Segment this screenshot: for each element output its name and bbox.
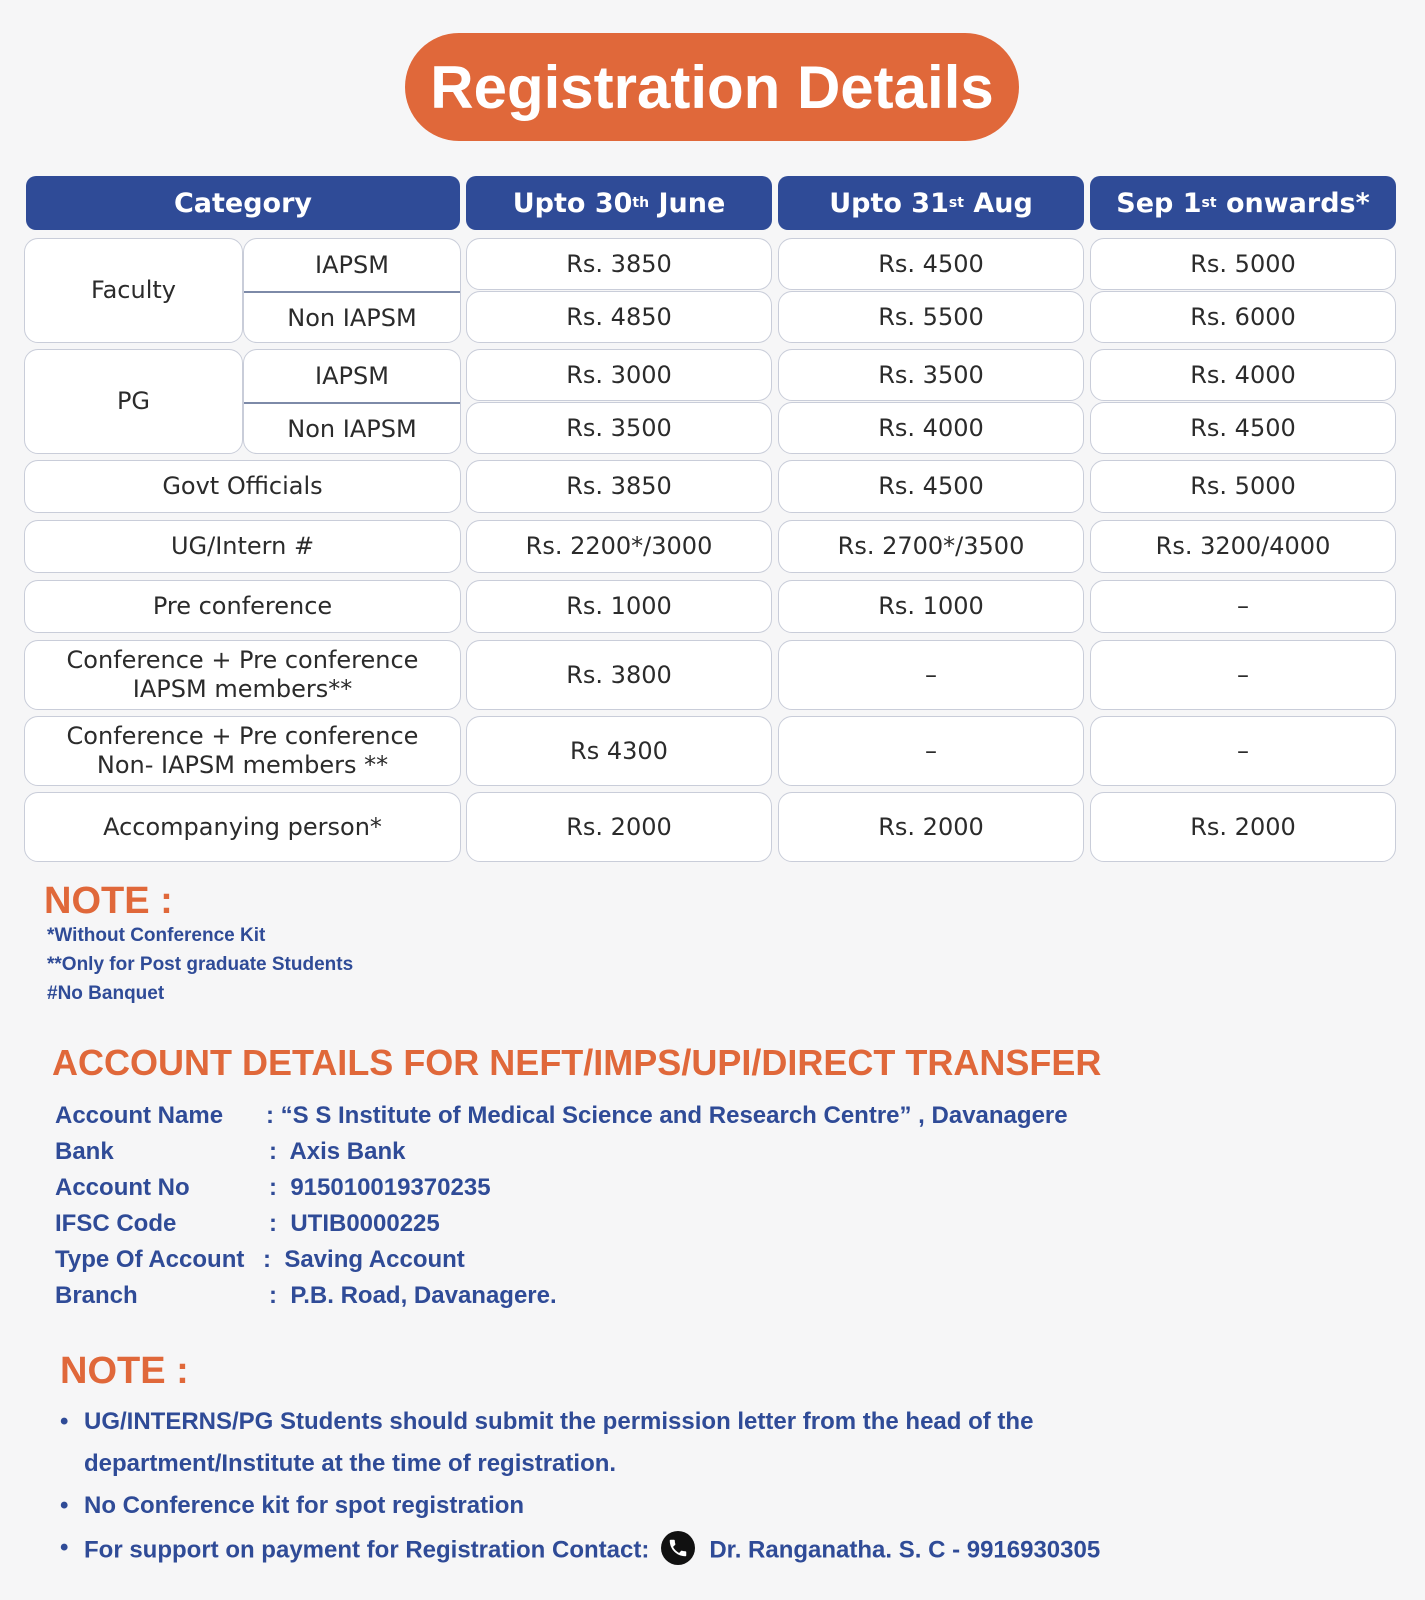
conf-pre-iapsm-june: Rs. 3800: [466, 640, 772, 710]
note-without-kit: *Without Conference Kit: [47, 925, 266, 946]
pg-iapsm-aug: Rs. 3500: [778, 349, 1084, 401]
accompanying-sep: Rs. 2000: [1090, 792, 1396, 862]
bullet-dot: •: [60, 1408, 69, 1435]
govt-officials-june: Rs. 3850: [466, 460, 772, 513]
header-sep-sup: st: [1201, 195, 1217, 211]
header-upto-aug-sup: st: [948, 195, 964, 211]
category-ug-intern: UG/Intern #: [24, 520, 461, 573]
header-upto-aug: [778, 176, 1084, 230]
faculty-iapsm-sep: Rs. 5000: [1090, 238, 1396, 290]
header-upto-aug-tail: Aug: [963, 187, 1033, 219]
category-faculty: Faculty: [24, 238, 243, 343]
bullet-dot: •: [60, 1492, 69, 1519]
note-pg-only: **Only for Post graduate Students: [47, 954, 354, 975]
pg-iapsm-sep: Rs. 4000: [1090, 349, 1396, 401]
header-category-label: Category: [173, 187, 313, 219]
category-pg: PG: [24, 349, 243, 454]
conf-pre-non-iapsm-line2: Non- IAPSM members **: [96, 751, 389, 779]
bullet-permission-line1: UG/INTERNS/PG Students should submit the permission letter from the head of the: [84, 1408, 1034, 1435]
account-type-key: Type Of Account: [55, 1246, 245, 1273]
note-no-banquet: #No Banquet: [47, 983, 165, 1004]
conf-pre-iapsm-line2: IAPSM members**: [132, 675, 353, 703]
category-conf-pre-non-iapsm: [24, 716, 461, 786]
ug-intern-aug: Rs. 2700*/3500: [778, 520, 1084, 573]
ug-intern-sep: Rs. 3200/4000: [1090, 520, 1396, 573]
faculty-non-iapsm-sep: Rs. 6000: [1090, 291, 1396, 343]
ug-intern-june: Rs. 2200*/3000: [466, 520, 772, 573]
header-upto-june-tail: June: [649, 187, 726, 219]
header-sep-onwards: [1090, 176, 1396, 230]
pg-non-iapsm-sep: Rs. 4500: [1090, 402, 1396, 454]
header-category: [26, 176, 460, 230]
govt-officials-sep: Rs. 5000: [1090, 460, 1396, 513]
branch-key: Branch: [55, 1282, 138, 1309]
header-sep-tail: onwards*: [1216, 187, 1370, 219]
account-details-heading: ACCOUNT DETAILS FOR NEFT/IMPS/UPI/DIRECT TRANSFER: [52, 1042, 1102, 1083]
ifsc-value: : UTIB0000225: [269, 1210, 440, 1237]
header-upto-aug-main: Upto 31: [829, 187, 949, 219]
support-prefix: For support on payment for Registration Contact:: [84, 1536, 650, 1564]
phone-icon: [661, 1531, 695, 1565]
header-upto-june: [466, 176, 772, 230]
conf-pre-iapsm-aug: –: [778, 640, 1084, 710]
conf-pre-non-iapsm-june: Rs 4300: [466, 716, 772, 786]
bank-value: : Axis Bank: [269, 1138, 406, 1165]
account-name-value: : “S S Institute of Medical Science and Research Centre” , Davanagere: [266, 1102, 1068, 1129]
bullet-dot: •: [60, 1534, 69, 1561]
faculty-iapsm-aug: Rs. 4500: [778, 238, 1084, 290]
pg-subcategories: [243, 349, 461, 454]
faculty-non-iapsm-june: Rs. 4850: [466, 291, 772, 343]
account-no-value: : 915010019370235: [269, 1174, 491, 1201]
conf-pre-iapsm-sep: –: [1090, 640, 1396, 710]
accompanying-aug: Rs. 2000: [778, 792, 1084, 862]
category-conf-pre-iapsm: [24, 640, 461, 710]
category-govt-officials: Govt Officials: [24, 460, 461, 513]
pre-conference-sep: –: [1090, 580, 1396, 633]
faculty-iapsm-june: Rs. 3850: [466, 238, 772, 290]
category-accompanying-person: Accompanying person*: [24, 792, 461, 862]
account-name-key: Account Name: [55, 1102, 224, 1129]
page-title: Registration Details: [405, 33, 1019, 141]
branch-value: : P.B. Road, Davanagere.: [269, 1282, 557, 1309]
pg-non-iapsm-aug: Rs. 4000: [778, 402, 1084, 454]
bullet-support-text: [84, 1534, 1100, 1568]
bullet-no-kit-text: No Conference kit for spot registration: [84, 1492, 525, 1519]
bank-key: Bank: [55, 1138, 114, 1165]
account-no-key: Account No: [55, 1174, 190, 1201]
conf-pre-non-iapsm-sep: –: [1090, 716, 1396, 786]
faculty-iapsm-label: IAPSM: [315, 250, 389, 279]
faculty-subcategories: [243, 238, 461, 343]
faculty-non-iapsm-aug: Rs. 5500: [778, 291, 1084, 343]
account-type-value: : Saving Account: [263, 1246, 465, 1273]
pre-conference-june: Rs. 1000: [466, 580, 772, 633]
note-heading: NOTE :: [44, 880, 173, 922]
header-upto-june-main: Upto 30: [512, 187, 633, 219]
conf-pre-iapsm-line1: Conference + Pre conference: [66, 646, 419, 674]
pg-non-iapsm-label: Non IAPSM: [244, 402, 460, 455]
header-upto-june-sup: th: [632, 195, 650, 211]
support-contact[interactable]: Dr. Ranganatha. S. C - 9916930305: [709, 1536, 1101, 1564]
category-pre-conference: Pre conference: [24, 580, 461, 633]
conf-pre-non-iapsm-line1: Conference + Pre conference: [66, 722, 419, 750]
govt-officials-aug: Rs. 4500: [778, 460, 1084, 513]
accompanying-june: Rs. 2000: [466, 792, 772, 862]
header-sep-main: Sep 1: [1116, 187, 1202, 219]
conf-pre-non-iapsm-aug: –: [778, 716, 1084, 786]
pg-iapsm-label: IAPSM: [315, 361, 389, 390]
bullet-permission-line2: department/Institute at the time of registration.: [84, 1450, 617, 1477]
note2-heading: NOTE :: [60, 1350, 189, 1392]
pre-conference-aug: Rs. 1000: [778, 580, 1084, 633]
faculty-non-iapsm-label: Non IAPSM: [244, 291, 460, 344]
pg-iapsm-june: Rs. 3000: [466, 349, 772, 401]
ifsc-key: IFSC Code: [55, 1210, 177, 1237]
pg-non-iapsm-june: Rs. 3500: [466, 402, 772, 454]
